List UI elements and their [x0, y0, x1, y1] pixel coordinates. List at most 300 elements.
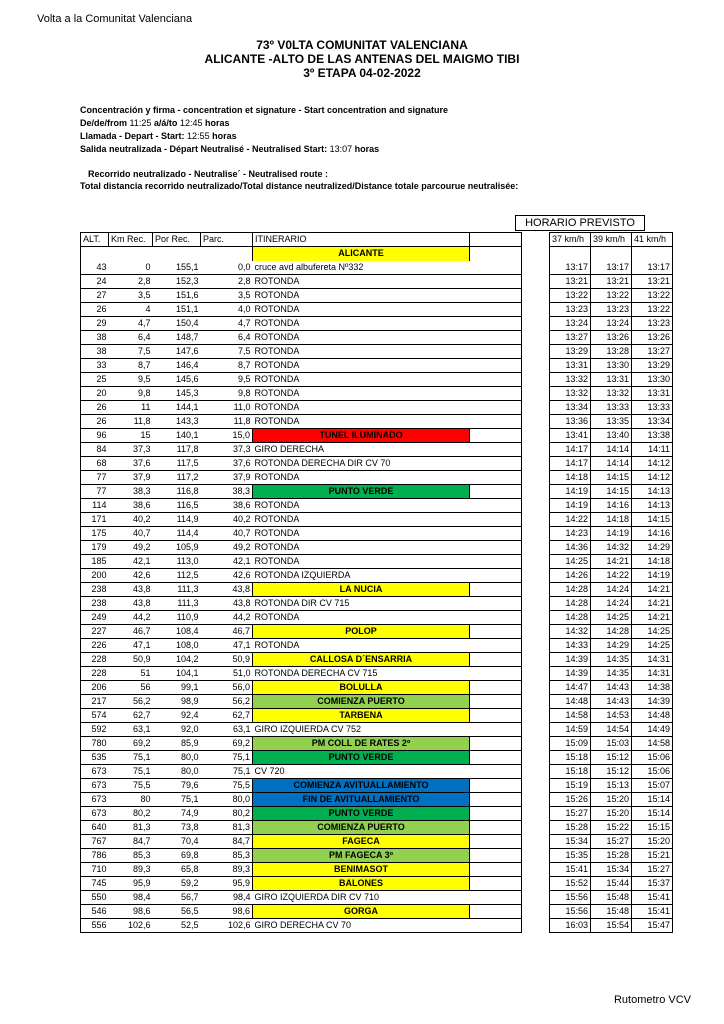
blank-cell [470, 835, 522, 849]
por-cell: 56,5 [153, 905, 201, 919]
time-37-cell: 14:47 [550, 681, 591, 695]
time-41-cell: 13:17 [632, 261, 673, 275]
parc-cell: 40,2 [201, 513, 253, 527]
time-37-cell: 14:28 [550, 597, 591, 611]
parc-cell: 51,0 [201, 667, 253, 681]
km-cell: 38,3 [109, 485, 153, 499]
blank-cell [470, 387, 522, 401]
time-37-cell: 15:28 [550, 821, 591, 835]
gap-cell [522, 485, 550, 499]
km-cell: 37,6 [109, 457, 153, 471]
parc-cell: 46,7 [201, 625, 253, 639]
time-41-cell: 14:18 [632, 555, 673, 569]
parc-cell: 11,8 [201, 415, 253, 429]
col-alt: ALT. [81, 233, 109, 247]
gap-cell [522, 695, 550, 709]
por-cell: 143,3 [153, 415, 201, 429]
time-37-cell: 14:17 [550, 457, 591, 471]
time-39-cell: 13:32 [591, 387, 632, 401]
parc-cell: 15,0 [201, 429, 253, 443]
alt-cell: 550 [81, 891, 109, 905]
por-cell: 145,3 [153, 387, 201, 401]
col-por: Por Rec. [153, 233, 201, 247]
gap-cell [522, 373, 550, 387]
km-cell: 98,4 [109, 891, 153, 905]
blank-cell [470, 597, 522, 611]
time-41-cell: 14:58 [632, 737, 673, 751]
km-cell: 95,9 [109, 877, 153, 891]
itinerary-cell: PM COLL DE RATES 2º [253, 737, 470, 751]
alt-cell: 175 [81, 527, 109, 541]
table-row [81, 345, 673, 359]
itinerary-cell: ROTONDA [253, 401, 470, 415]
itinerary-cell: ROTONDA [253, 317, 470, 331]
parc-cell: 89,3 [201, 863, 253, 877]
footer-label: Rutometro VCV [613, 994, 691, 1006]
time-39-cell: 13:35 [591, 415, 632, 429]
time-39-cell: 15:20 [591, 807, 632, 821]
blank-cell [470, 541, 522, 555]
km-cell: 37,3 [109, 443, 153, 457]
table-row [81, 877, 673, 891]
table-row [81, 709, 673, 723]
time-41-cell: 13:30 [632, 373, 673, 387]
km-cell: 4 [109, 303, 153, 317]
blank-cell [470, 359, 522, 373]
gap-cell [522, 751, 550, 765]
time-41-cell: 14:11 [632, 443, 673, 457]
table-row [81, 275, 673, 289]
km-cell: 46,7 [109, 625, 153, 639]
neutralised-distance-line: Total distancia recorrido neutralizado/Total distance neutralized/Distance totale parcourue neutralisée: [80, 181, 519, 191]
time-39-cell: 13:22 [591, 289, 632, 303]
por-cell: 98,9 [153, 695, 201, 709]
parc-cell: 40,7 [201, 527, 253, 541]
por-cell: 69,8 [153, 849, 201, 863]
gap-cell [522, 289, 550, 303]
gap-cell [522, 317, 550, 331]
parc-cell: 80,2 [201, 807, 253, 821]
blank-cell [470, 611, 522, 625]
gap-cell [522, 569, 550, 583]
por-cell: 114,4 [153, 527, 201, 541]
km-cell: 63,1 [109, 723, 153, 737]
por-cell: 65,8 [153, 863, 201, 877]
gap-cell [522, 597, 550, 611]
gap-cell [522, 345, 550, 359]
parc-cell: 75,5 [201, 779, 253, 793]
blank-cell [470, 681, 522, 695]
por-cell: 74,9 [153, 807, 201, 821]
itinerary-cell: ROTONDA [253, 555, 470, 569]
alt-cell: 745 [81, 877, 109, 891]
time-41-cell: 14:19 [632, 569, 673, 583]
parc-cell: 63,1 [201, 723, 253, 737]
km-cell: 80,2 [109, 807, 153, 821]
gap-cell [522, 835, 550, 849]
blank-cell [470, 737, 522, 751]
gap-cell [522, 653, 550, 667]
por-cell: 104,2 [153, 653, 201, 667]
time-39-cell: 14:35 [591, 653, 632, 667]
por-cell: 140,1 [153, 429, 201, 443]
neutralised-route-info [80, 168, 518, 192]
blank-cell [470, 863, 522, 877]
alt-cell: 27 [81, 289, 109, 303]
time-41-cell: 15:07 [632, 779, 673, 793]
itinerary-cell: ROTONDA [253, 541, 470, 555]
table-row [81, 611, 673, 625]
blank-cell [470, 275, 522, 289]
time-39-cell: 14:53 [591, 709, 632, 723]
time-37-cell: 14:22 [550, 513, 591, 527]
por-cell: 147,6 [153, 345, 201, 359]
por-cell: 79,6 [153, 779, 201, 793]
time-41-cell: 14:29 [632, 541, 673, 555]
start-info [80, 104, 448, 156]
km-cell: 40,7 [109, 527, 153, 541]
km-cell: 84,7 [109, 835, 153, 849]
parc-cell: 43,8 [201, 583, 253, 597]
time-37-cell: 15:52 [550, 877, 591, 891]
time-41-cell: 14:16 [632, 527, 673, 541]
time-37-cell: 14:33 [550, 639, 591, 653]
blank-cell [470, 513, 522, 527]
gap-cell [522, 863, 550, 877]
parc-cell: 3,5 [201, 289, 253, 303]
alt-cell: 780 [81, 737, 109, 751]
time-41-cell: 14:12 [632, 457, 673, 471]
km-cell: 43,8 [109, 597, 153, 611]
time-37-cell: 14:32 [550, 625, 591, 639]
time-39-cell: 15:27 [591, 835, 632, 849]
alt-cell: 38 [81, 331, 109, 345]
time-37-cell: 13:41 [550, 429, 591, 443]
time-41-cell: 15:41 [632, 891, 673, 905]
itinerary-cell: GORGA [253, 905, 470, 919]
blank-cell [470, 765, 522, 779]
table-header-row [81, 233, 673, 247]
table-row [81, 289, 673, 303]
itinerary-table [80, 232, 673, 933]
por-cell: 144,1 [153, 401, 201, 415]
table-row [81, 905, 673, 919]
alt-cell: 96 [81, 429, 109, 443]
time-37-cell: 14:39 [550, 667, 591, 681]
km-cell: 4,7 [109, 317, 153, 331]
alt-cell: 238 [81, 597, 109, 611]
table-row [81, 597, 673, 611]
gap-cell [522, 667, 550, 681]
blank-cell [470, 527, 522, 541]
blank-cell [470, 877, 522, 891]
time-37-cell: 14:26 [550, 569, 591, 583]
concentration-line: Concentración y firma - concentration et signature - Start concentration and signature [80, 105, 449, 115]
alt-cell: 673 [81, 779, 109, 793]
gap-cell [522, 499, 550, 513]
itinerary-cell: GIRO DERECHA CV 70 [253, 919, 470, 933]
time-39-cell: 14:22 [591, 569, 632, 583]
itinerary-cell: COMIENZA AVITUALLAMIENTO [253, 779, 470, 793]
gap-cell [522, 275, 550, 289]
time-41-cell: 15:41 [632, 905, 673, 919]
blank-cell [470, 401, 522, 415]
time-37-cell: 13:24 [550, 317, 591, 331]
km-cell: 42,1 [109, 555, 153, 569]
por-cell: 70,4 [153, 835, 201, 849]
time-41-cell: 13:29 [632, 359, 673, 373]
km-cell: 49,2 [109, 541, 153, 555]
table-row [81, 443, 673, 457]
itinerary-cell: FIN DE AVITUALLAMIENTO [253, 793, 470, 807]
itinerary-cell: TUNEL ILUMINADO [253, 429, 470, 443]
por-cell: 111,3 [153, 597, 201, 611]
from-to-line: De/de/from 11:25 a/á/to 12:45 horas [80, 118, 230, 128]
km-cell: 38,6 [109, 499, 153, 513]
table-row [81, 303, 673, 317]
blank-cell [470, 807, 522, 821]
table-row [81, 359, 673, 373]
table-row [81, 919, 673, 933]
parc-cell: 102,6 [201, 919, 253, 933]
time-37-cell: 13:29 [550, 345, 591, 359]
time-39-cell: 15:48 [591, 905, 632, 919]
km-cell: 42,6 [109, 569, 153, 583]
alt-cell: 33 [81, 359, 109, 373]
alt-cell: 77 [81, 471, 109, 485]
parc-cell: 56,2 [201, 695, 253, 709]
time-39-cell: 14:54 [591, 723, 632, 737]
time-37-cell: 14:19 [550, 499, 591, 513]
por-cell: 56,7 [153, 891, 201, 905]
table-row [81, 821, 673, 835]
parc-cell: 43,8 [201, 597, 253, 611]
parc-cell: 50,9 [201, 653, 253, 667]
blank-cell [470, 695, 522, 709]
parc-cell: 56,0 [201, 681, 253, 695]
por-cell: 155,1 [153, 261, 201, 275]
time-37-cell: 13:21 [550, 275, 591, 289]
blank-cell [470, 639, 522, 653]
itinerary-cell: PM FAGECA 3º [253, 849, 470, 863]
alt-cell: 227 [81, 625, 109, 639]
gap-cell [522, 387, 550, 401]
time-37-cell: 15:09 [550, 737, 591, 751]
parc-cell: 84,7 [201, 835, 253, 849]
table-row [81, 765, 673, 779]
time-39-cell: 13:21 [591, 275, 632, 289]
table-row [81, 793, 673, 807]
gap-cell [522, 261, 550, 275]
por-cell: 104,1 [153, 667, 201, 681]
itinerary-cell: ROTONDA [253, 499, 470, 513]
time-37-cell: 14:36 [550, 541, 591, 555]
por-cell: 85,9 [153, 737, 201, 751]
parc-cell: 4,0 [201, 303, 253, 317]
itinerary-cell: ROTONDA DERECHA DIR CV 70 [253, 457, 470, 471]
blank-cell [470, 723, 522, 737]
parc-cell: 37,9 [201, 471, 253, 485]
gap-cell [522, 471, 550, 485]
blank-cell [470, 303, 522, 317]
time-39-cell: 14:14 [591, 443, 632, 457]
itinerary-cell: PUNTO VERDE [253, 485, 470, 499]
time-39-cell: 13:23 [591, 303, 632, 317]
time-41-cell: 15:20 [632, 835, 673, 849]
time-39-cell: 15:48 [591, 891, 632, 905]
km-cell: 47,1 [109, 639, 153, 653]
blank-cell [470, 443, 522, 457]
km-cell: 3,5 [109, 289, 153, 303]
alt-cell: 24 [81, 275, 109, 289]
time-41-cell: 15:37 [632, 877, 673, 891]
alt-cell: 77 [81, 485, 109, 499]
km-cell: 98,6 [109, 905, 153, 919]
itinerary-cell: CALLOSA D´ENSARRIA [253, 653, 470, 667]
time-37-cell: 14:25 [550, 555, 591, 569]
itinerary-cell: ROTONDA [253, 373, 470, 387]
parc-cell: 38,6 [201, 499, 253, 513]
time-39-cell: 14:18 [591, 513, 632, 527]
time-39-cell: 15:54 [591, 919, 632, 933]
por-cell: 117,5 [153, 457, 201, 471]
table-row [81, 331, 673, 345]
km-cell: 43,8 [109, 583, 153, 597]
blank-cell [470, 751, 522, 765]
parc-cell: 6,4 [201, 331, 253, 345]
alt-cell: 640 [81, 821, 109, 835]
itinerary-cell: ROTONDA [253, 345, 470, 359]
gap-cell [522, 793, 550, 807]
alt-cell: 238 [81, 583, 109, 597]
col-blank [470, 233, 522, 247]
itinerary-cell: PUNTO VERDE [253, 751, 470, 765]
parc-cell: 9,5 [201, 373, 253, 387]
alt-cell: 68 [81, 457, 109, 471]
col-itinerario: ITINERARIO [253, 233, 470, 247]
km-cell: 80 [109, 793, 153, 807]
time-41-cell: 14:25 [632, 639, 673, 653]
parc-cell: 98,6 [201, 905, 253, 919]
km-cell: 44,2 [109, 611, 153, 625]
alt-cell: 29 [81, 317, 109, 331]
time-37-cell: 13:32 [550, 387, 591, 401]
por-cell: 92,0 [153, 723, 201, 737]
time-37-cell: 15:41 [550, 863, 591, 877]
time-41-cell: 13:34 [632, 415, 673, 429]
itinerary-cell: ROTONDA [253, 527, 470, 541]
km-cell: 81,3 [109, 821, 153, 835]
itinerary-cell: ROTONDA [253, 387, 470, 401]
blank-cell [470, 555, 522, 569]
gap-cell [522, 625, 550, 639]
itinerary-cell: PUNTO VERDE [253, 807, 470, 821]
blank-cell [470, 415, 522, 429]
table-row [81, 653, 673, 667]
km-cell: 51 [109, 667, 153, 681]
time-41-cell: 13:26 [632, 331, 673, 345]
km-cell: 40,2 [109, 513, 153, 527]
parc-cell: 80,0 [201, 793, 253, 807]
time-39-cell: 14:15 [591, 471, 632, 485]
itinerary-cell: ROTONDA [253, 359, 470, 373]
blank-cell [470, 569, 522, 583]
time-37-cell: 14:28 [550, 583, 591, 597]
table-row [81, 401, 673, 415]
time-39-cell: 14:16 [591, 499, 632, 513]
itinerary-cell: COMIENZA PUERTO [253, 821, 470, 835]
itinerary-cell: TARBENA [253, 709, 470, 723]
time-41-cell: 14:39 [632, 695, 673, 709]
table-row [81, 471, 673, 485]
por-cell: 117,8 [153, 443, 201, 457]
por-cell: 150,4 [153, 317, 201, 331]
time-41-cell: 14:21 [632, 611, 673, 625]
blank-cell [470, 457, 522, 471]
time-39-cell: 14:28 [591, 625, 632, 639]
neutralised-start-line: Salida neutralizada - Départ Neutralisé - Neutralised Start: 13:07 horas [80, 144, 380, 154]
time-39-cell: 14:32 [591, 541, 632, 555]
table-row [81, 891, 673, 905]
time-39-cell: 13:30 [591, 359, 632, 373]
por-cell: 92,4 [153, 709, 201, 723]
parc-cell: 9,8 [201, 387, 253, 401]
parc-cell: 7,5 [201, 345, 253, 359]
time-37-cell: 13:32 [550, 373, 591, 387]
time-41-cell: 14:21 [632, 597, 673, 611]
schedule-header: HORARIO PREVISTO [515, 215, 645, 231]
itinerary-cell: LA NUCIA [253, 583, 470, 597]
table-row [81, 527, 673, 541]
parc-cell: 85,3 [201, 849, 253, 863]
km-cell: 62,7 [109, 709, 153, 723]
time-41-cell: 15:06 [632, 765, 673, 779]
table-row [81, 667, 673, 681]
time-39-cell: 14:14 [591, 457, 632, 471]
blank-cell [470, 485, 522, 499]
time-37-cell: 14:59 [550, 723, 591, 737]
por-cell: 99,1 [153, 681, 201, 695]
time-41-cell: 14:13 [632, 499, 673, 513]
parc-cell: 44,2 [201, 611, 253, 625]
table-row [81, 723, 673, 737]
gap-cell [522, 821, 550, 835]
time-37-cell: 16:03 [550, 919, 591, 933]
time-41-cell: 13:38 [632, 429, 673, 443]
alt-cell: 710 [81, 863, 109, 877]
col-41: 41 km/h [632, 233, 673, 247]
km-cell: 15 [109, 429, 153, 443]
time-37-cell: 14:18 [550, 471, 591, 485]
itinerary-cell: ROTONDA [253, 471, 470, 485]
por-cell: 146,4 [153, 359, 201, 373]
km-cell: 8,7 [109, 359, 153, 373]
time-41-cell: 13:22 [632, 289, 673, 303]
itinerary-cell: cruce avd albufereta Nº332 [253, 261, 470, 275]
itinerary-cell: ROTONDA [253, 331, 470, 345]
km-cell: 9,5 [109, 373, 153, 387]
time-39-cell: 14:24 [591, 583, 632, 597]
itinerary-cell: ROTONDA [253, 303, 470, 317]
gap-cell [522, 919, 550, 933]
itinerary-cell: COMIENZA PUERTO [253, 695, 470, 709]
time-39-cell: 15:20 [591, 793, 632, 807]
km-cell: 6,4 [109, 331, 153, 345]
itinerary-cell: FAGECA [253, 835, 470, 849]
time-37-cell: 15:27 [550, 807, 591, 821]
parc-cell: 69,2 [201, 737, 253, 751]
time-39-cell: 14:29 [591, 639, 632, 653]
